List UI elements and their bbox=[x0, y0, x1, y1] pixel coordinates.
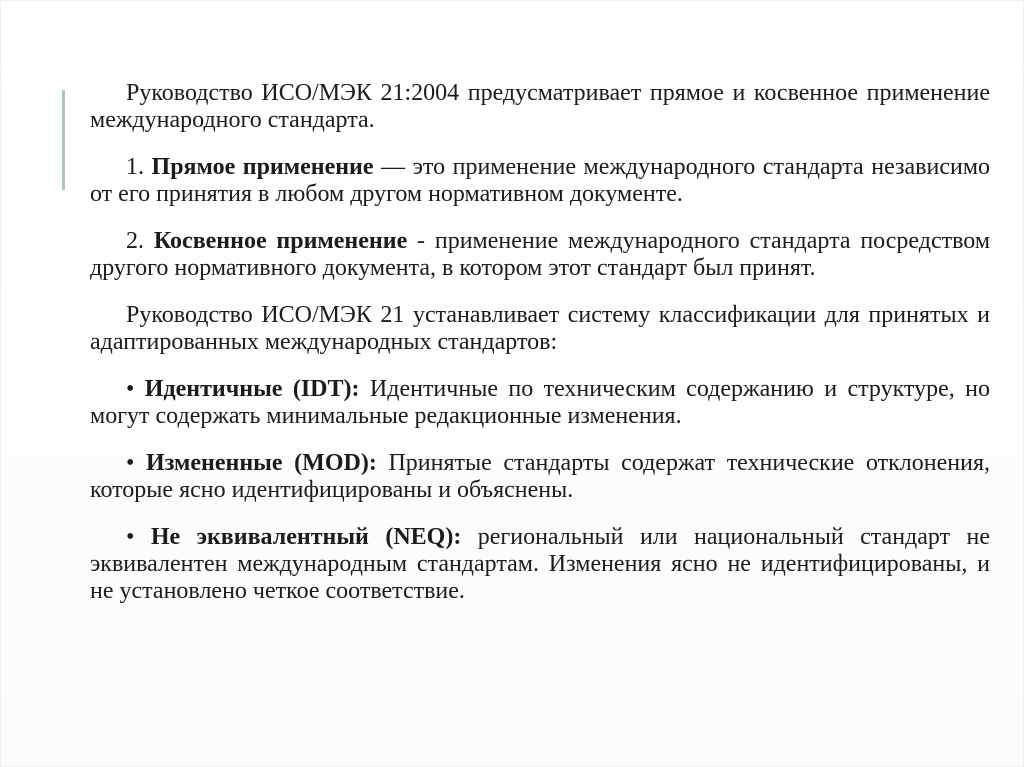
paragraph-text: Идентичные по техническим содержанию и структуре, но могут содержать минимальные редакционные изменения. bbox=[90, 376, 990, 429]
bullet-not-equivalent bbox=[90, 524, 990, 605]
list-number: 2. bbox=[126, 228, 154, 254]
paragraph-classification bbox=[90, 302, 990, 356]
paragraph-text: региональный или национальный стандарт не эквивалентен международным стандартам. Изменения ясно не идентифицированы, и не установлено четкое соответствие. bbox=[90, 524, 991, 604]
slide-content bbox=[90, 80, 990, 625]
paragraph-term: Идентичные (IDT): bbox=[144, 376, 360, 402]
paragraph-term: Не эквивалентный (NEQ): bbox=[150, 524, 462, 550]
bullet-identical bbox=[90, 376, 990, 430]
paragraph-text: Руководство ИСО/МЭК 21:2004 предусматривает прямое и косвенное применение международного стандарта. bbox=[90, 80, 990, 133]
paragraph-indirect-application bbox=[90, 228, 990, 282]
paragraph-term: Измененные (MOD): bbox=[146, 450, 377, 476]
paragraph-text: Принятые стандарты содержат технические отклонения, которые ясно идентифицированы и объяснены. bbox=[90, 450, 990, 503]
paragraph-text: — это применение международного стандарта независимо от его принятия в любом другом нормативном документе. bbox=[90, 154, 990, 207]
accent-bar bbox=[62, 90, 65, 190]
bullet-marker: • bbox=[126, 376, 145, 402]
paragraph-text: Руководство ИСО/МЭК 21 устанавливает систему классификации для принятых и адаптированных международных стандартов: bbox=[90, 302, 990, 355]
paragraph-intro bbox=[90, 80, 990, 134]
bullet-marker: • bbox=[126, 450, 147, 476]
list-number: 1. bbox=[126, 154, 152, 180]
bullet-modified bbox=[90, 450, 990, 504]
paragraph-direct-application bbox=[90, 154, 990, 208]
paragraph-term: Прямое применение bbox=[151, 154, 374, 180]
bullet-marker: • bbox=[126, 524, 151, 550]
paragraph-text: - применение международного стандарта посредством другого нормативного документа, в котором этот стандарт был принят. bbox=[90, 228, 991, 281]
paragraph-term: Косвенное применение bbox=[153, 228, 408, 254]
